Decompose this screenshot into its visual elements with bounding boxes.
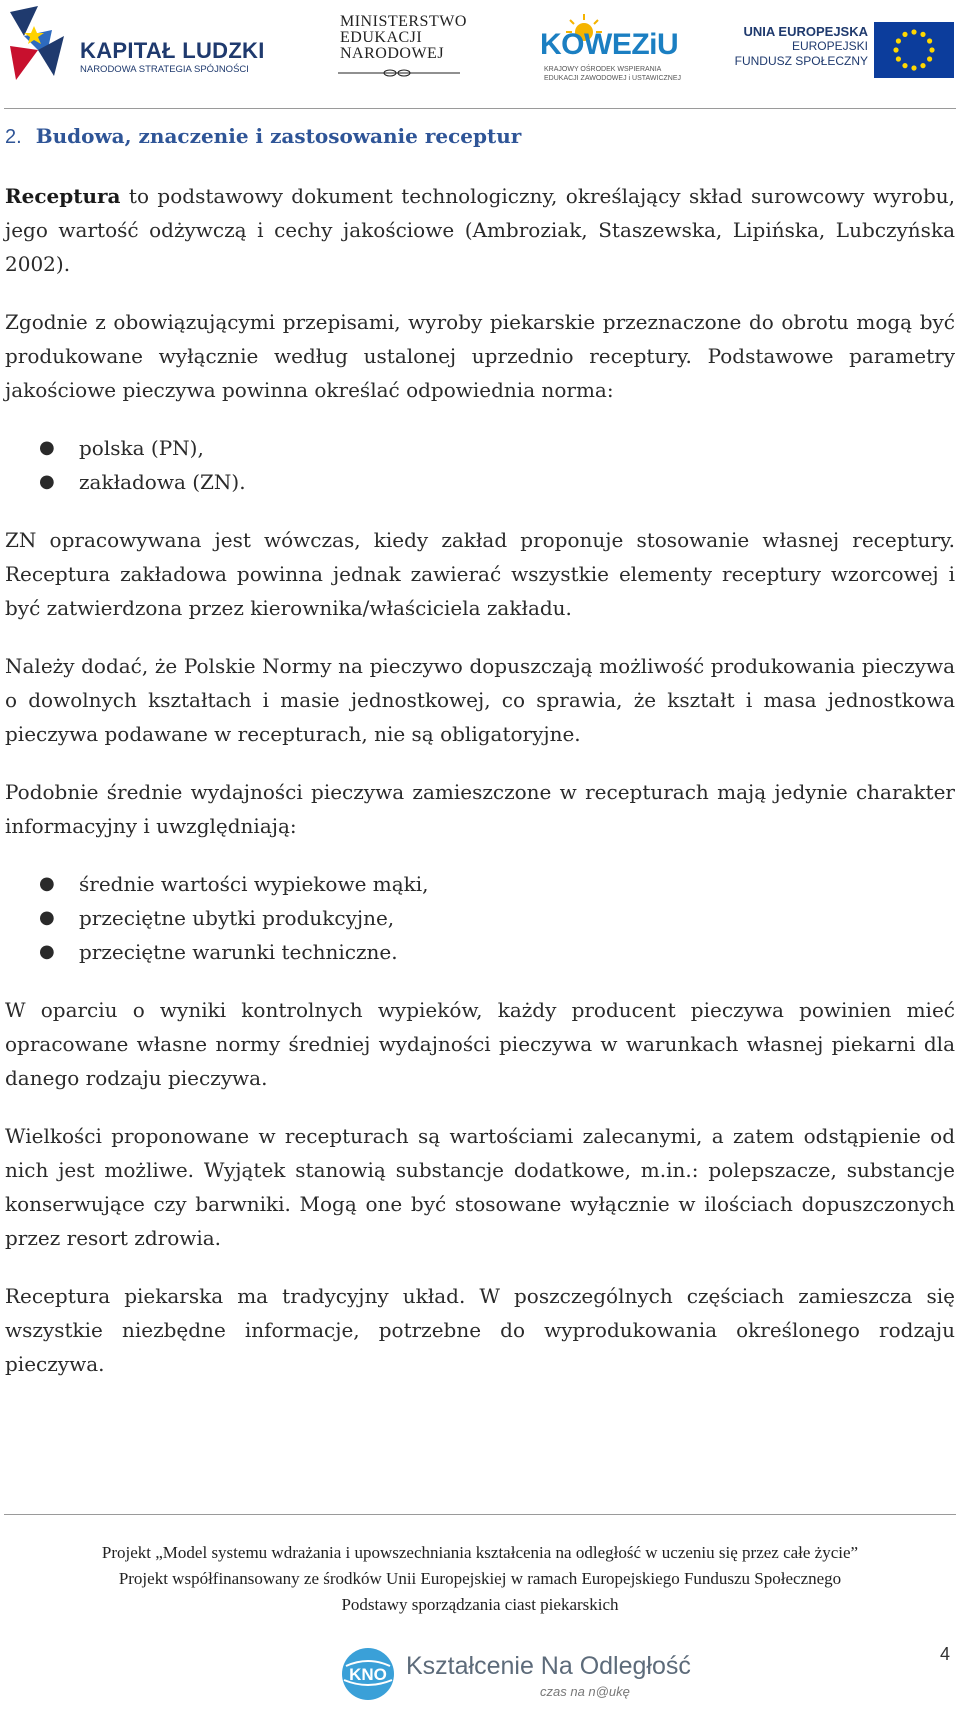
document-body [5,122,955,1405]
ue-line1: UNIA EUROPEJSKA [743,24,868,39]
koweziu-subtitle-1: KRAJOWY OŚRODEK WSPIERANIA [544,66,662,73]
list-item: ● zakładowa (ZN). [5,465,955,499]
ministerstwo-ornament-icon [330,68,470,78]
bullet-icon: ● [39,873,55,894]
koweziu-subtitle-2: EDUKACJI ZAWODOWEJ i USTAWICZNEJ [544,75,682,82]
bullet-icon: ● [39,907,55,928]
ue-line2: EUROPEJSKI [791,39,868,53]
bullet-icon: ● [39,471,55,492]
kno-globe-icon [340,1646,398,1702]
list-item: ● przeciętne ubytki produkcyjne, [5,901,955,935]
page-header [0,0,960,100]
kapital-ludzki-logo [8,6,265,90]
paragraph-zn: ZN opracowywana jest wówczas, kiedy zakład proponuje stosowanie własnej receptury. Receptura zakładowa powinna jednak zawierać wszystkie elementy receptury wzorcowej i być zatwierdzona przez kierownika/właściciela zakładu. [5,528,955,620]
paragraph-yields: Podobnie średnie wydajności pieczywa zamieszczone w recepturach mają jedynie charakter informacyjny i uwzględniają: [5,780,955,838]
paragraph-polish-norms: Należy dodać, że Polskie Normy na pieczywo dopuszczają możliwość produkowania pieczywa o dowolnych kształtach i masie jednostkowej, co sprawia, że kształt i masa jednostkowa pieczywa podawane w recepturach, nie są obligatoryjne. [5,654,955,746]
section-number: 2. [5,126,22,148]
ue-line3: FUNDUSZ SPOŁECZNY [734,54,868,68]
bullet-icon: ● [39,437,55,458]
paragraph-regulations: Zgodnie z obowiązującymi przepisami, wyroby piekarskie przeznaczone do obrotu mogą być produkowane wyłącznie według ustalonej uprzednio receptury. Podstawowe parametry jakościowe pieczywa powinna określać odpowiednia norma: [5,310,955,402]
section-title: Budowa, znaczenie i zastosowanie receptur [35,124,522,148]
kno-subtitle: czas na n@ukę [540,1684,630,1699]
ministerstwo-logo [330,6,480,90]
header-divider [4,108,956,109]
yield-factors-list [5,867,955,969]
paragraph-definition [5,179,955,281]
footer-funding-line: Projekt współfinansowany ze środków Unii Europejskiej w ramach Europejskiego Funduszu Społecznego [118,1569,842,1588]
ministerstwo-line2: EDUKACJI [340,29,423,46]
unia-europejska-logo [732,6,954,90]
koweziu-wordmark: KOWEZiU [540,28,679,61]
kno-mark: KNO [349,1665,387,1684]
paragraph-control-bakes: W oparciu o wyniki kontrolnych wypieków, każdy producent pieczywa powinien mieć opracowane własne normy średniej wydajności pieczywa w warunkach własnej piekarni dla danego rodzaju pieczywa. [5,998,955,1090]
term-receptura: Receptura [5,184,121,208]
ksztalcenie-na-odleglosc-logo [340,1646,691,1704]
page-number: 4 [940,1644,951,1664]
section-heading [5,122,955,151]
kapital-ludzki-subtitle: NARODOWA STRATEGIA SPÓJNOŚCI [80,64,249,75]
page-footer [0,1540,960,1618]
kapital-ludzki-title: KAPITAŁ LUDZKI [80,38,265,63]
definition-text: to podstawowy dokument technologiczny, określający skład surowcowy wyrobu, jego wartość odżywczą i cechy jakościowe (Ambroziak, Staszewska, Lipińska, Lubczyńska 2002). [5,184,955,276]
list-item: ● przeciętne warunki techniczne. [5,935,955,969]
ministerstwo-line3: NARODOWEJ [340,45,445,62]
eu-flag-icon [874,22,954,78]
bullet-icon: ● [39,941,55,962]
footer-divider [4,1514,956,1515]
kno-title: Kształcenie Na Odległość [406,1652,691,1680]
ministerstwo-line1: MINISTERSTWO [340,13,467,30]
paragraph-recipe-layout: Receptura piekarska ma tradycyjny układ. W poszczególnych częściach zamieszcza się wszystkie niezbędne informacje, potrzebne do wyprodukowania określonego rodzaju pieczywa. [5,1284,955,1376]
kapital-ludzki-emblem-icon [8,6,70,84]
norm-list [5,431,955,499]
list-item: ● polska (PN), [5,431,955,465]
footer-course-title: Podstawy sporządzania ciast piekarskich [341,1595,619,1614]
list-item: ● średnie wartości wypiekowe mąki, [5,867,955,901]
koweziu-logo [540,6,680,90]
paragraph-recommended-values: Wielkości proponowane w recepturach są wartościami zalecanymi, a zatem odstąpienie od nich jest możliwe. Wyjątek stanowią substancje dodatkowe, m.in.: polepszacze, substancje konserwujące czy barwniki. Mogą one być stosowane wyłącznie w ilościach dopuszczonych przez resort zdrowia. [5,1124,955,1250]
footer-project-line: Projekt „Model systemu wdrażania i upowszechniania kształcenia na odległość w uczeniu się przez całe życie” [101,1543,859,1562]
